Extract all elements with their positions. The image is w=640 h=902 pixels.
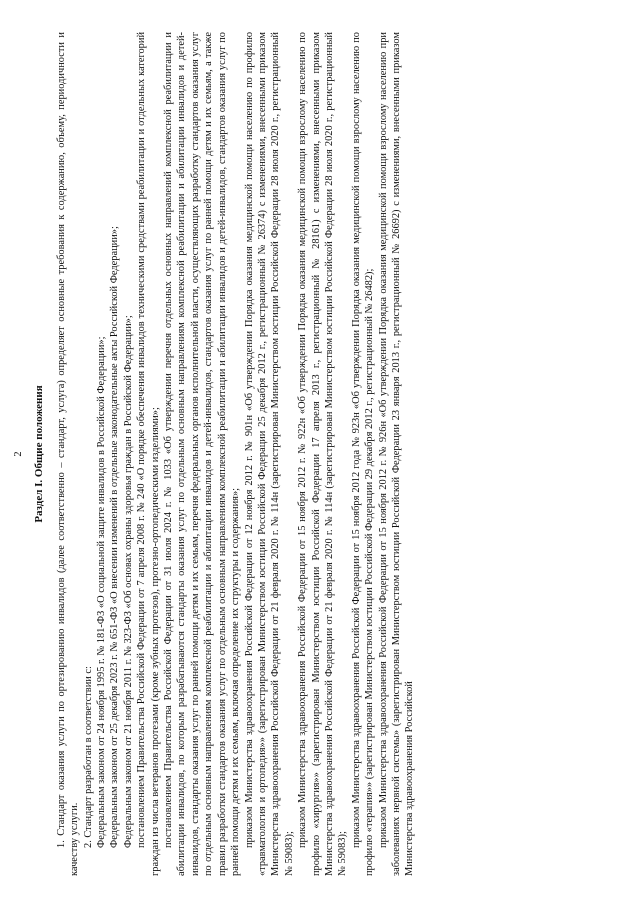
paragraph: постановлением Правительства Российской Федерации от 7 апреля 2008 г. № 240 «О порядке обеспечения инвалидов техническими средствами реабилитации и отдельных категорий граждан из числа ветеранов протезами (кроме зубных протезов), протезно-ортопедическими изделиями»;	[136, 32, 161, 876]
paragraph: Федеральным законом от 25 декабря 2023 г. № 651-ФЗ «О внесении изменений в отдельные законодательные акты Российской Федерации»;	[109, 226, 121, 848]
page-number: 2	[13, 451, 24, 457]
paragraph: 2. Стандарт разработан в соответствии с:	[82, 666, 94, 848]
paragraph: приказом Министерства здравоохранения Российской Федерации от 15 ноября 2012 г. № 926н «Об утверждении Порядка оказания медицинской помощи взрослому населению при заболеваниях нервной системы» (зарегистрирован Министерством юстиции Российской Федерации 23 января 2013 г., регистрационный № 26692) с изменениями, внесенными приказом Министерства здравоохранения Российской	[377, 32, 416, 876]
document-body	[55, 32, 417, 876]
paragraph: приказом Министерства здравоохранения Российской Федерации от 15 ноября 2012 года № 923н «Об утверждении Порядка оказания медицинской помощи взрослому населению по профилю «терапия»» (зарегистрирован Министерством юстиции Российской Федерации 29 декабря 2012 г., регистрационный № 26482);	[350, 32, 376, 876]
section-heading: Раздел I. Общие положения	[33, 385, 46, 523]
paragraph: 1. Стандарт оказания услуги по ортезированию инвалидов (далее соответственно – стандарт, услуга) определяет основные требования к содержанию, объему, периодичности и качеству услуги.	[55, 32, 81, 876]
rotated-document-page	[0, 2, 640, 902]
paragraph: приказом Министерства здравоохранения Российской Федерации от 12 ноября 2012 г. № 901н «Об утверждении Порядка оказания медицинской помощи населению по профилю «травматология и ортопедия»» (зарегистрирован Министерством юстиции Российской Федерации 25 декабря 2012 г., регистрационный № 26374) с изменениями, внесенными приказом Министерства здравоохранения Российской Федерации от 21 февраля 2020 г. № 114н (зарегистрирован Министерством юстиции Российской Федерации 28 июля 2020 г., регистрационный № 59083);	[243, 32, 295, 876]
paragraph: Федеральным законом от 21 ноября 2011 г. № 323-ФЗ «Об основах охраны здоровья граждан в Российской Федерации»;	[122, 315, 134, 848]
paragraph: приказом Министерства здравоохранения Российской Федерации от 15 ноября 2012 г. № 922н «Об утверждении Порядка оказания медицинской помощи взрослому населению по профилю «хирургия»» (зарегистрирован Министерством юстиции Российской Федерации 17 апреля 2013 г., регистрационный № 28161) с изменениями, внесенными приказом Министерства здравоохранения Российской Федерации от 21 февраля 2020 г. № 114н (зарегистрирован Министерством юстиции Российской Федерации 28 июля 2020 г., регистрационный № 59083);	[297, 32, 349, 876]
paragraph: Федеральным законом от 24 ноября 1995 г. № 181-ФЗ «О социальной защите инвалидов в Российской Федерации»;	[96, 336, 108, 848]
paragraph: постановлением Правительства Российской Федерации от 31 июля 2024 г. № 1033 «Об утверждении перечня отдельных основных направлений комплексной реабилитации и абилитации инвалидов, по которым разрабатываются стандарты оказания услуг по отдельным основным направлениям комплексной реабилитации и абилитации инвалидов и детей-инвалидов, стандарты оказания услуг по ранней помощи детям и их семьям, перечня федеральных органов исполнительной власти, осуществляющих разработку стандартов оказания услуг по отдельным основным направлениям комплексной реабилитации и абилитации инвалидов и детей-инвалидов, стандартов оказания услуг по ранней помощи детям и их семьям, а также правил разработки стандартов оказания услуг по отдельным основным направлениям комплексной реабилитации и абилитации инвалидов и детей-инвалидов, стандартов оказания услуг по ранней помощи детям и их семьям, включая определение их структуры и содержания»;	[163, 32, 242, 876]
